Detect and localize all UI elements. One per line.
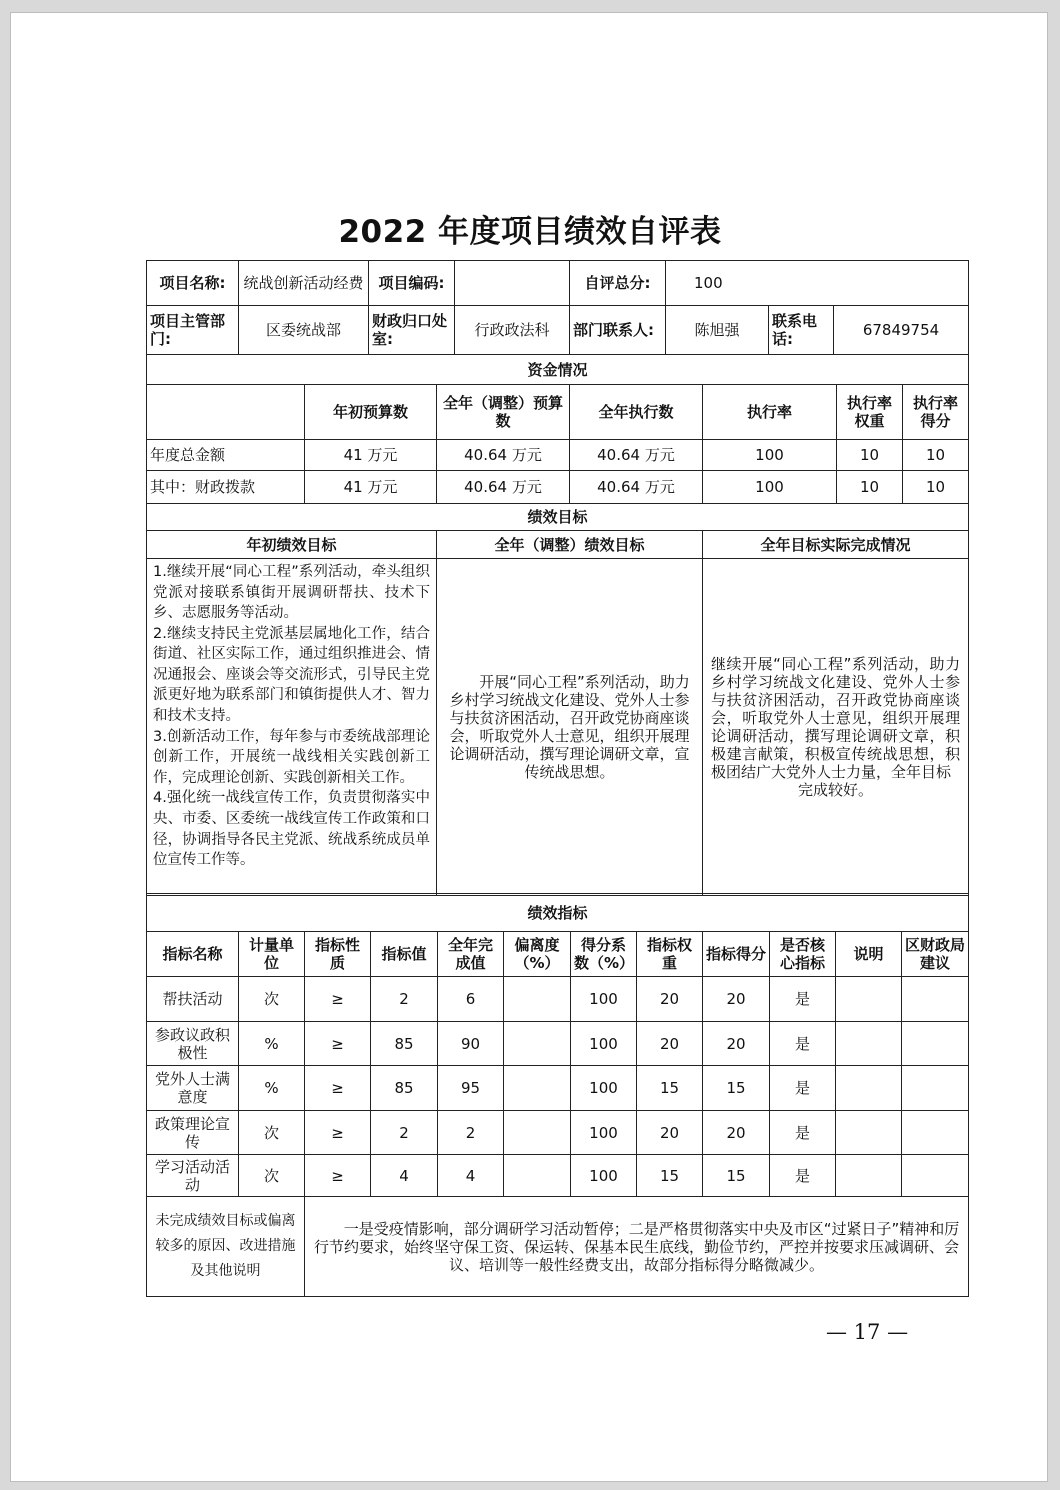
- indicator-cell: [836, 1155, 902, 1197]
- indicator-col-header: 得分系数（%）: [571, 932, 637, 977]
- indicator-cell: ≥: [305, 1022, 371, 1066]
- indicator-cell: [836, 1022, 902, 1066]
- indicator-cell: 100: [571, 1111, 637, 1155]
- indicator-cell: ≥: [305, 1155, 371, 1197]
- indicator-cell: [836, 1111, 902, 1155]
- indicator-cell: 参政议政积极性: [147, 1022, 239, 1066]
- funds-col-header: 全年（调整）预算数: [437, 385, 570, 440]
- indicator-cell: 100: [571, 977, 637, 1022]
- indicator-cell: 20: [703, 1111, 770, 1155]
- indicator-col-header: 指标名称: [147, 932, 239, 977]
- indicator-cell: 85: [371, 1066, 438, 1111]
- total-score-value: 100: [666, 261, 969, 306]
- funds-cell: 10: [903, 440, 969, 471]
- goals-col-adjusted: 全年（调整）绩效目标: [437, 531, 703, 559]
- indicator-cell: 90: [438, 1022, 504, 1066]
- indicator-row: [147, 1022, 969, 1066]
- indicator-cell: 15: [703, 1066, 770, 1111]
- indicator-cell: 2: [371, 977, 438, 1022]
- project-name-value: 统战创新活动经费: [239, 261, 369, 306]
- indicators-table: [146, 893, 969, 1297]
- funds-row: [147, 471, 969, 504]
- initial-goal-item: 1.继续开展“同心工程”系列活动，牵头组织党派对接联系镇街开展调研帮扶、技术下乡、志愿服务等活动。: [153, 564, 430, 622]
- indicator-cell: 是: [770, 1066, 836, 1111]
- indicator-col-header: 偏离度（%）: [504, 932, 571, 977]
- indicator-cell: [836, 1066, 902, 1111]
- indicator-cell: [504, 1155, 571, 1197]
- funds-cell: 100: [703, 471, 837, 504]
- actual-completion-text: 继续开展“同心工程”系列活动，助力乡村学习统战文化建设、党外人士参与扶贫济困活动，召开政党协商座谈会，听取党外人士意见，组织开展理论调研活动，撰写理论调研文章，积极建言献策，积极宣传统战思想，积极团结广大党外人士力量，全年目标: [711, 655, 961, 781]
- funds-cell: 100: [703, 440, 837, 471]
- finance-office-value: 行政政法科: [455, 306, 570, 355]
- indicator-col-header: 指标值: [371, 932, 438, 977]
- page-number: — 17 —: [826, 1320, 909, 1344]
- funds-cell: 10: [837, 471, 903, 504]
- indicator-cell: 是: [770, 1111, 836, 1155]
- project-name-label: 项目名称:: [147, 261, 239, 306]
- funds-col-header: 年初预算数: [305, 385, 437, 440]
- funds-section-title: 资金情况: [147, 355, 969, 385]
- funds-cell: 40.64 万元: [437, 440, 570, 471]
- funds-goals-table: [146, 354, 969, 896]
- funds-cell: 40.64 万元: [570, 471, 703, 504]
- dept-value: 区委统战部: [239, 306, 369, 355]
- initial-goal-item: 2.继续支持民主党派基层属地化工作，结合街道、社区实际工作，通过组织推进会、情况通报会、座谈会等交流形式，引导民主党派更好地为联系部门和镇街提供人才、智力和技术支持。: [153, 625, 430, 725]
- indicator-cell: 4: [438, 1155, 504, 1197]
- indicator-cell: 15: [637, 1066, 703, 1111]
- indicator-col-header: 全年完成值: [438, 932, 504, 977]
- funds-cell: 41 万元: [305, 471, 437, 504]
- indicator-cell: [836, 977, 902, 1022]
- initial-goal-item: 3.创新活动工作，每年参与市委统战部理论创新工作，开展统一战线相关实践创新工作，完成理论创新、实践创新相关工作。: [153, 728, 430, 786]
- phone-value: 67849754: [834, 306, 969, 355]
- indicator-col-header: 指标得分: [703, 932, 770, 977]
- funds-cell: 10: [903, 471, 969, 504]
- indicator-cell: 2: [371, 1111, 438, 1155]
- indicator-cell: 政策理论宣传: [147, 1111, 239, 1155]
- initial-goal-item: 4.强化统一战线宣传工作，负责贯彻落实中央、市委、区委统一战线宣传工作政策和口径，协调指导各民主党派、统战系统成员单位宣传工作等。: [153, 790, 430, 869]
- indicator-cell: 6: [438, 977, 504, 1022]
- total-score-label: 自评总分:: [570, 261, 666, 306]
- indicator-cell: ≥: [305, 1111, 371, 1155]
- funds-row: [147, 440, 969, 471]
- indicator-cell: [902, 1111, 969, 1155]
- indicator-row: [147, 1155, 969, 1197]
- indicator-cell: 次: [239, 1155, 305, 1197]
- document-title: 2022 年度项目绩效自评表: [338, 214, 722, 250]
- indicator-row: [147, 977, 969, 1022]
- indicator-cell: 次: [239, 1111, 305, 1155]
- funds-col-header: 执行率得分: [903, 385, 969, 440]
- indicator-cell: 20: [703, 977, 770, 1022]
- indicator-cell: %: [239, 1022, 305, 1066]
- indicator-col-header: 指标性质: [305, 932, 371, 977]
- notes-text: 一是受疫情影响，部分调研学习活动暂停；二是严格贯彻落实中央及市区“过紧日子”精神和厉行节约要求，始终坚守保工资、保运转、保基本民生底线，勤俭节约，严控并按要求压减调研、会议、培训等一般性经费支出，故部分指标得分略微减少。: [305, 1197, 969, 1297]
- funds-cell: 40.64 万元: [570, 440, 703, 471]
- indicator-cell: [902, 977, 969, 1022]
- indicator-cell: 20: [703, 1022, 770, 1066]
- notes-label: 未完成绩效目标或偏离较多的原因、改进措施及其他说明: [147, 1197, 305, 1297]
- indicator-col-header: 计量单位: [239, 932, 305, 977]
- goals-col-initial: 年初绩效目标: [147, 531, 437, 559]
- funds-cell: 10: [837, 440, 903, 471]
- indicator-cell: 是: [770, 1155, 836, 1197]
- indicator-cell: %: [239, 1066, 305, 1111]
- contact-label: 部门联系人:: [570, 306, 666, 355]
- funds-cell: 其中：财政拨款: [147, 471, 305, 504]
- indicator-cell: 2: [438, 1111, 504, 1155]
- funds-col-header: 全年执行数: [570, 385, 703, 440]
- project-code-value: [455, 261, 570, 306]
- adjusted-goal-text: 开展“同心工程”系列活动，助力乡村学习统战文化建设、党外人士参与扶贫济困活动，召开政党协商座谈会，听取党外人士意见，组织开展理论调研活动，撰写理论调研文章，宣传统战思想。: [437, 559, 703, 896]
- funds-col-header: 执行率权重: [837, 385, 903, 440]
- indicator-cell: ≥: [305, 977, 371, 1022]
- phone-label: 联系电话:: [769, 306, 834, 355]
- indicator-cell: 85: [371, 1022, 438, 1066]
- indicator-cell: [504, 1022, 571, 1066]
- funds-col-header: [147, 385, 305, 440]
- indicator-col-header: 是否核心指标: [770, 932, 836, 977]
- indicator-cell: 20: [637, 1022, 703, 1066]
- indicator-cell: [902, 1022, 969, 1066]
- goals-col-actual: 全年目标实际完成情况: [703, 531, 969, 559]
- actual-completion-tail: 完成较好。: [798, 781, 874, 799]
- indicators-section-title: 绩效指标: [147, 894, 969, 932]
- indicator-col-header: 指标权重: [637, 932, 703, 977]
- indicator-row: [147, 1066, 969, 1111]
- indicator-cell: 是: [770, 1022, 836, 1066]
- indicator-cell: [504, 1111, 571, 1155]
- project-info-table: [146, 260, 969, 355]
- contact-value: 陈旭强: [666, 306, 769, 355]
- actual-completion-cell: [703, 559, 969, 896]
- indicator-cell: 党外人士满意度: [147, 1066, 239, 1111]
- finance-office-label: 财政归口处室:: [369, 306, 455, 355]
- indicator-cell: 学习活动活动: [147, 1155, 239, 1197]
- funds-cell: 41 万元: [305, 440, 437, 471]
- funds-cell: 年度总金额: [147, 440, 305, 471]
- dept-label: 项目主管部门:: [147, 306, 239, 355]
- indicator-cell: 15: [703, 1155, 770, 1197]
- indicator-col-header: 说明: [836, 932, 902, 977]
- indicator-cell: 帮扶活动: [147, 977, 239, 1022]
- indicator-cell: 20: [637, 1111, 703, 1155]
- indicator-cell: ≥: [305, 1066, 371, 1111]
- indicator-cell: 次: [239, 977, 305, 1022]
- indicator-cell: 15: [637, 1155, 703, 1197]
- indicator-cell: 4: [371, 1155, 438, 1197]
- indicator-cell: 是: [770, 977, 836, 1022]
- indicator-cell: [504, 1066, 571, 1111]
- indicator-cell: [504, 977, 571, 1022]
- indicator-cell: [902, 1066, 969, 1111]
- indicator-cell: 95: [438, 1066, 504, 1111]
- funds-cell: 40.64 万元: [437, 471, 570, 504]
- indicator-col-header: 区财政局建议: [902, 932, 969, 977]
- indicator-cell: [902, 1155, 969, 1197]
- initial-goals-cell: [147, 559, 437, 896]
- indicator-row: [147, 1111, 969, 1155]
- indicator-cell: 100: [571, 1066, 637, 1111]
- indicator-cell: 100: [571, 1022, 637, 1066]
- goals-section-title: 绩效目标: [147, 504, 969, 531]
- funds-col-header: 执行率: [703, 385, 837, 440]
- project-code-label: 项目编码:: [369, 261, 455, 306]
- indicator-cell: 100: [571, 1155, 637, 1197]
- indicator-cell: 20: [637, 977, 703, 1022]
